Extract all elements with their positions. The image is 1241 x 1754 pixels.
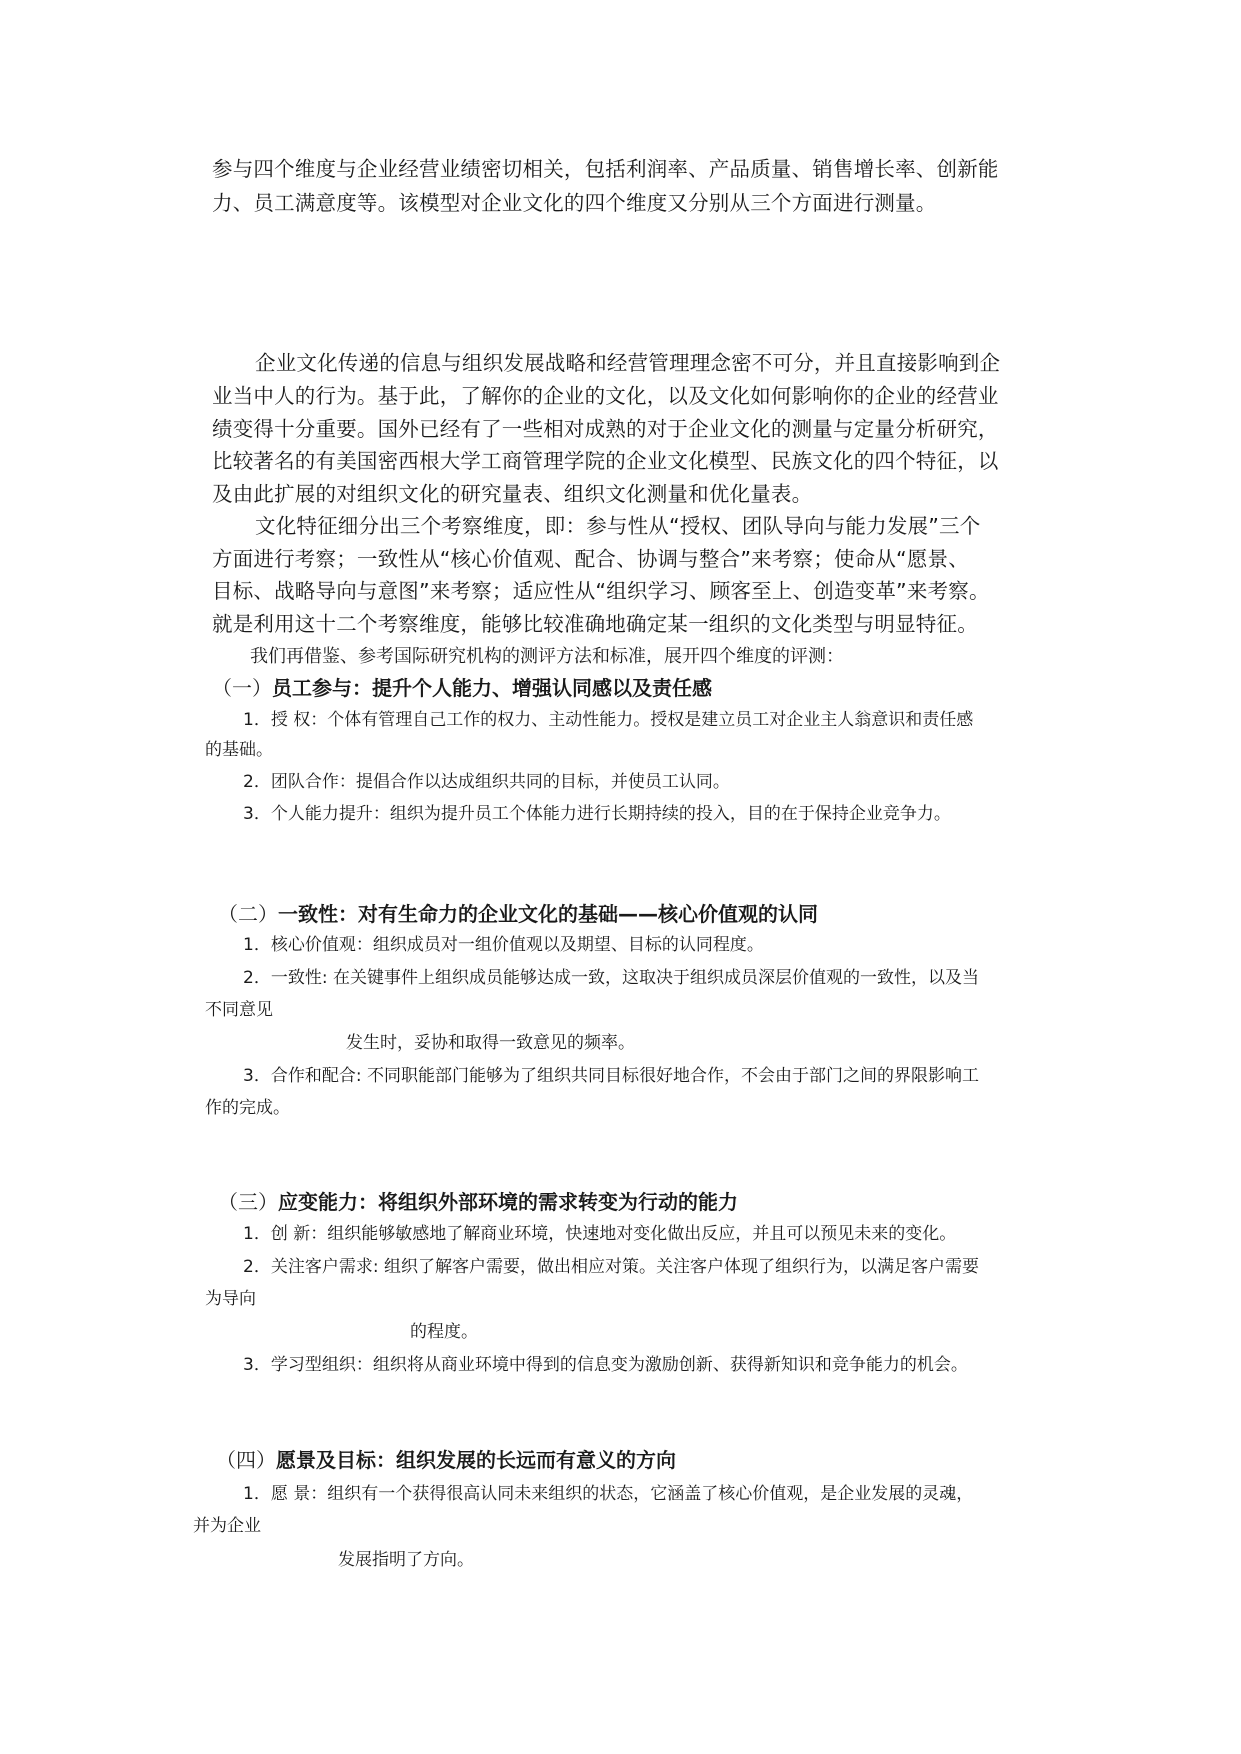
section-4-number: （四）	[216, 1448, 276, 1472]
sec3-item-1: 1．创 新：组织能够敏感地了解商业环境，快速地对变化做出反应，并且可以预见未来的变化。	[243, 1224, 957, 1244]
intro-line-2: 力、员工满意度等。该模型对企业文化的四个维度又分别从三个方面进行测量。	[212, 191, 937, 215]
section-2-title: 一致性：对有生命力的企业文化的基础——核心价值观的认同	[278, 902, 818, 926]
para2-line-1: 文化特征细分出三个考察维度，即：参与性从“授权、团队导向与能力发展”三个	[255, 514, 981, 538]
sec2-item-2-line-1: 2．一致性: 在关键事件上组织成员能够达成一致，这取决于组织成员深层价值观的一致性，以及当	[243, 968, 979, 988]
section-3-title: 应变能力：将组织外部环境的需求转变为行动的能力	[278, 1190, 738, 1214]
sec1-item-2: 2．团队合作：提倡合作以达成组织共同的目标，并使员工认同。	[243, 772, 730, 792]
para2-line-4: 就是利用这十二个考察维度，能够比较准确地确定某一组织的文化类型与明显特征。	[212, 612, 978, 636]
section-1-number: （一）	[212, 676, 272, 700]
sec3-item-2-line-3: 的程度。	[410, 1322, 478, 1342]
para2-line-3: 目标、战略导向与意图”来考察；适应性从“组织学习、顾客至上、创造变革”来考察。	[212, 579, 990, 603]
para3-line: 我们再借鉴、参考国际研究机构的测评方法和标准，展开四个维度的评测：	[250, 646, 844, 667]
section-3-number: （三）	[218, 1190, 278, 1214]
sec4-item-1-line-3: 发展指明了方向。	[338, 1550, 474, 1570]
para1-line-5: 及由此扩展的对组织文化的研究量表、组织文化测量和优化量表。	[212, 482, 813, 506]
sec3-item-2-line-1: 2．关注客户需求: 组织了解客户需要，做出相应对策。关注客户体现了组织行为，以满足客户需要	[243, 1257, 979, 1277]
para1-line-2: 业当中人的行为。基于此，了解你的企业的文化，以及文化如何影响你的企业的经营业	[212, 384, 999, 408]
sec3-item-2-line-2: 为导向	[205, 1289, 256, 1309]
sec2-item-3-line-2: 作的完成。	[205, 1098, 290, 1118]
section-2-heading	[218, 904, 818, 924]
sec2-item-1: 1．核心价值观：组织成员对一组价值观以及期望、目标的认同程度。	[243, 935, 764, 955]
sec4-item-1-line-2: 并为企业	[193, 1516, 261, 1536]
para1-line-3: 绩变得十分重要。国外已经有了一些相对成熟的对于企业文化的测量与定量分析研究，	[212, 417, 999, 441]
section-2-number: （二）	[218, 902, 278, 926]
section-4-title: 愿景及目标：组织发展的长远而有意义的方向	[276, 1448, 676, 1472]
sec3-item-3: 3．学习型组织：组织将从商业环境中得到的信息变为激励创新、获得新知识和竞争能力的机会。	[243, 1355, 968, 1375]
sec2-item-3-line-1: 3．合作和配合: 不同职能部门能够为了组织共同目标很好地合作，不会由于部门之间的界限影响工	[243, 1066, 979, 1086]
section-4-heading	[216, 1450, 676, 1470]
para1-line-1: 企业文化传递的信息与组织发展战略和经营管理理念密不可分，并且直接影响到企	[255, 351, 1001, 375]
sec1-item-1-line-2: 的基础。	[205, 740, 273, 760]
sec1-item-1-line-1: 1．授 权：个体有管理自己工作的权力、主动性能力。授权是建立员工对企业主人翁意识和责任感	[243, 710, 974, 730]
sec2-item-2-line-3: 发生时，妥协和取得一致意见的频率。	[346, 1033, 635, 1053]
sec4-item-1-line-1: 1．愿 景：组织有一个获得很高认同未来组织的状态，它涵盖了核心价值观，是企业发展的灵魂，	[243, 1484, 974, 1504]
section-3-heading	[218, 1192, 738, 1212]
intro-line-1: 参与四个维度与企业经营业绩密切相关，包括利润率、产品质量、销售增长率、创新能	[212, 157, 999, 181]
section-1-title: 员工参与：提升个人能力、增强认同感以及责任感	[272, 676, 712, 700]
sec1-item-3: 3．个人能力提升：组织为提升员工个体能力进行长期持续的投入，目的在于保持企业竞争力。	[243, 804, 951, 824]
para1-line-4: 比较著名的有美国密西根大学工商管理学院的企业文化模型、民族文化的四个特征，以	[212, 449, 999, 473]
sec2-item-2-line-2: 不同意见	[205, 1000, 273, 1020]
section-1-heading	[212, 678, 712, 698]
para2-line-2: 方面进行考察；一致性从“核心价值观、配合、协调与整合”来考察；使命从“愿景、	[212, 547, 969, 571]
